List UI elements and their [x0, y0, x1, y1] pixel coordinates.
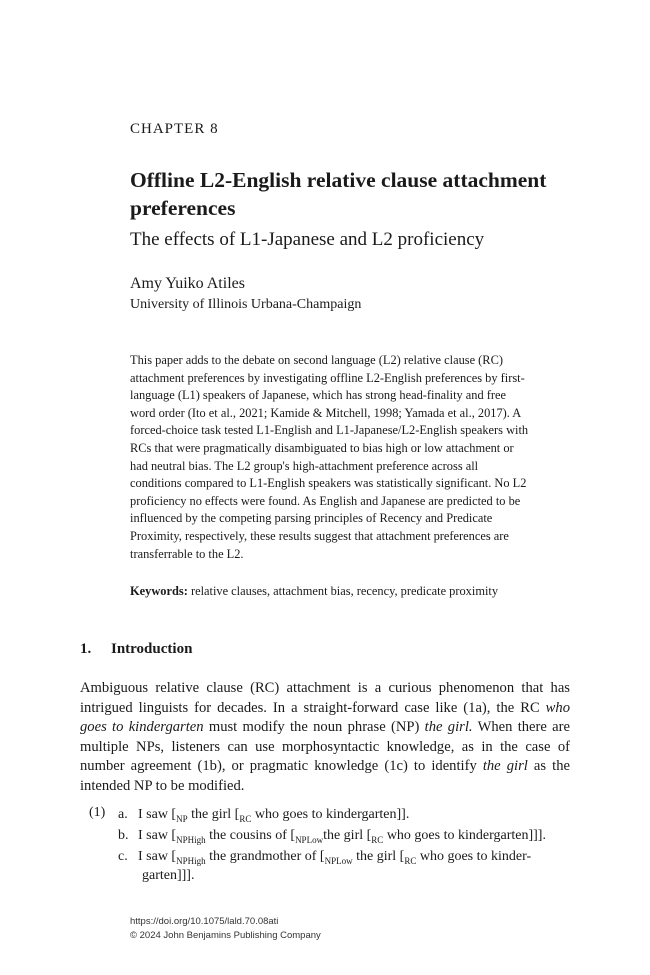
example-c-sub: NPLow	[324, 855, 353, 866]
example-number: (1)	[89, 805, 106, 820]
intro-italic-1: who goes to kindergarten	[80, 699, 570, 735]
intro-text-4: as the intended NP to be modified.	[80, 758, 570, 794]
intro-italic-2: the girl.	[424, 719, 473, 735]
example-b-sub: NPHigh	[176, 834, 206, 845]
example-c-text: the grandmother of [	[205, 849, 325, 864]
example-a-letter: a.	[118, 807, 128, 822]
example-b-text: who goes to kindergarten]]].	[383, 828, 546, 843]
section-number: 1.	[80, 641, 92, 657]
intro-text-2: must modify the noun phrase (NP)	[203, 719, 425, 735]
footer-copyright: © 2024 John Benjamins Publishing Company	[130, 930, 321, 941]
example-c-sub: RC	[404, 855, 417, 866]
example-b-sub: NPLow	[295, 834, 324, 845]
keywords-list: relative clauses, attachment bias, recency, predicate proximity	[190, 584, 499, 598]
intro-text-1: Ambiguous relative clause (RC) attachment is a curious phenomenon that has intrigued linguists for decades. In a straight-forward case like (1a), the RC	[80, 680, 570, 716]
intro-text-3: When there are multiple NPs, listeners can use morphosyntactic knowledge, as in the case of number agreement (1b), or pragmatic knowledge (1c) to identify	[80, 719, 570, 774]
example-b-letter: b.	[118, 828, 129, 843]
footer-doi[interactable]: https://doi.org/10.1075/lald.70.08ati	[130, 916, 279, 927]
example-c-text: who goes to kinder-	[416, 849, 532, 864]
example-c-sub: NPHigh	[176, 855, 206, 866]
example-c-continuation: garten]]].	[142, 868, 195, 883]
keywords-label: Keywords:	[130, 584, 188, 598]
intro-italic-3: the girl	[482, 758, 528, 774]
example-b-sub: RC	[371, 834, 384, 845]
author-affiliation: University of Illinois Urbana-Champaign	[130, 297, 362, 312]
example-a-text: who goes to kindergarten]].	[251, 807, 410, 822]
example-c-letter: c.	[118, 849, 128, 864]
chapter-label: CHAPTER 8	[130, 121, 219, 137]
intro-paragraph	[80, 679, 570, 796]
example-a-sub: RC	[239, 813, 252, 824]
example-c-text: the girl [	[352, 849, 405, 864]
example-c-text: I saw [	[138, 849, 177, 864]
example-b-text: the girl [	[323, 828, 372, 843]
example-a-text: I saw [	[138, 807, 177, 822]
example-b-text: I saw [	[138, 828, 177, 843]
example-b-text: the cousins of [	[205, 828, 296, 843]
author-name: Amy Yuiko Atiles	[130, 275, 245, 292]
example-a-text: the girl [	[187, 807, 240, 822]
keywords	[130, 584, 498, 599]
chapter-title: Offline L2-English relative clause attachment preferences	[130, 168, 547, 220]
example-a-sub: NP	[176, 813, 188, 824]
chapter-subtitle: The effects of L1-Japanese and L2 proficiency	[130, 229, 485, 250]
abstract: This paper adds to the debate on second language (L2) relative clause (RC) attachment preferences by investigating offline L2-English preferences by first-language (L1) speakers of Japanese, which has strong head-finality and free word order (Ito et al., 2021; Kamide & Mitchell, 1998; Yamada et al., 2017). A forced-choice task tested L1-English and L1-Japanese/L2-English speakers with RCs that were pragmatically disambiguated to bias high or low attachment or had neutral bias. The L2 group's high-attachment preference across all conditions compared to L1-English speakers was statistically significant. No L2 proficiency no effects were found. As English and Japanese are predicted to be influenced by the competing parsing principles of Recency and Predicate Proximity, respectively, these results suggest that attachment preferences are transferrable to the L2.	[130, 353, 529, 561]
section-title: Introduction	[111, 641, 193, 657]
